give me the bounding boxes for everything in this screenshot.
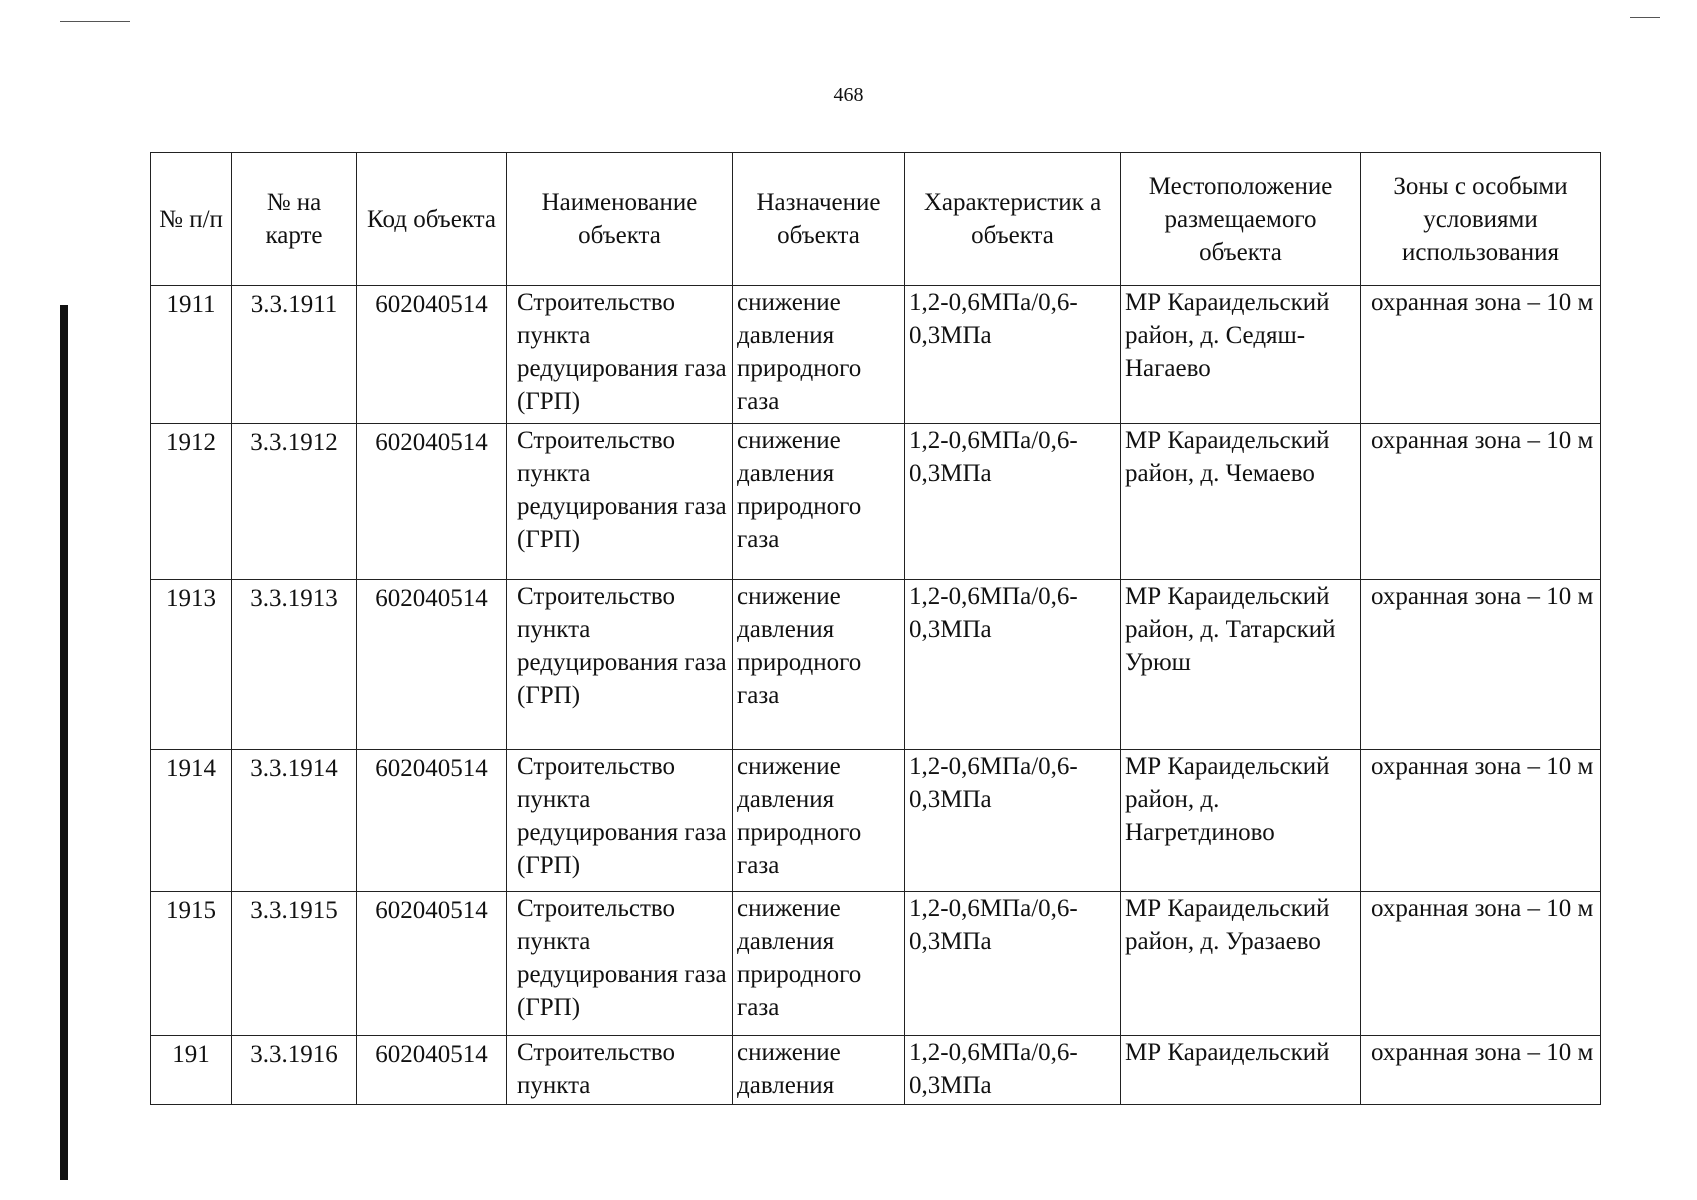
- table-row: [151, 424, 1601, 580]
- cell-object-code: 602040514: [357, 286, 507, 424]
- objects-table: [150, 152, 1601, 1105]
- cell-object-location: МР Караидельский район, д. Нагретдиново: [1121, 750, 1361, 892]
- cell-number: 1914: [151, 750, 232, 892]
- header-cell-object-purpose: Назначение объекта: [733, 153, 905, 286]
- header-cell-object-name: Наименование объекта: [507, 153, 733, 286]
- table-header: [151, 153, 1601, 286]
- header-cell-map-number: № на карте: [232, 153, 357, 286]
- cell-object-code: 602040514: [357, 580, 507, 750]
- cell-map-number: 3.3.1914: [232, 750, 357, 892]
- cell-object-name: Строительство пункта редуцирования газа (ГРП): [507, 892, 733, 1036]
- cell-special-zone: охранная зона – 10 м: [1361, 424, 1601, 580]
- cell-object-characteristic: 1,2-0,6МПа/0,6-0,3МПа: [905, 286, 1121, 424]
- table-row: [151, 286, 1601, 424]
- table-row: [151, 750, 1601, 892]
- cell-object-location: МР Караидельский район, д. Седяш-Нагаево: [1121, 286, 1361, 424]
- scan-binding-shadow: [60, 305, 68, 1180]
- cell-object-code: 602040514: [357, 892, 507, 1036]
- cell-object-purpose: снижение давления природного газа: [733, 750, 905, 892]
- cell-object-purpose: снижение давления: [733, 1036, 905, 1105]
- header-cell-number: № п/п: [151, 153, 232, 286]
- cell-object-characteristic: 1,2-0,6МПа/0,6-0,3МПа: [905, 1036, 1121, 1105]
- cell-map-number: 3.3.1915: [232, 892, 357, 1036]
- scan-edge-line: [1630, 17, 1660, 18]
- cell-object-code: 602040514: [357, 1036, 507, 1105]
- cell-object-location: МР Караидельский район, д. Чемаево: [1121, 424, 1361, 580]
- cell-object-purpose: снижение давления природного газа: [733, 424, 905, 580]
- cell-object-location: МР Караидельский район, д. Уразаево: [1121, 892, 1361, 1036]
- table-row: [151, 892, 1601, 1036]
- cell-object-characteristic: 1,2-0,6МПа/0,6-0,3МПа: [905, 424, 1121, 580]
- cell-object-location: МР Караидельский: [1121, 1036, 1361, 1105]
- cell-object-characteristic: 1,2-0,6МПа/0,6-0,3МПа: [905, 750, 1121, 892]
- cell-object-name: Строительство пункта: [507, 1036, 733, 1105]
- cell-object-name: Строительство пункта редуцирования газа (ГРП): [507, 424, 733, 580]
- header-cell-object-characteristic: Характеристик а объекта: [905, 153, 1121, 286]
- header-cell-object-location: Местоположение размещаемого объекта: [1121, 153, 1361, 286]
- header-cell-special-zones: Зоны с особыми условиями использования: [1361, 153, 1601, 286]
- table-row: [151, 1036, 1601, 1105]
- scan-edge-line: [60, 21, 130, 22]
- page-number: 468: [833, 84, 864, 106]
- cell-number: 1911: [151, 286, 232, 424]
- cell-number: 191: [151, 1036, 232, 1105]
- cell-object-name: Строительство пункта редуцирования газа (ГРП): [507, 750, 733, 892]
- cell-object-purpose: снижение давления природного газа: [733, 286, 905, 424]
- cell-number: 1915: [151, 892, 232, 1036]
- cell-number: 1912: [151, 424, 232, 580]
- cell-special-zone: охранная зона – 10 м: [1361, 286, 1601, 424]
- header-cell-object-code: Код объекта: [357, 153, 507, 286]
- table-row: [151, 580, 1601, 750]
- cell-special-zone: охранная зона – 10 м: [1361, 750, 1601, 892]
- cell-object-purpose: снижение давления природного газа: [733, 580, 905, 750]
- cell-object-characteristic: 1,2-0,6МПа/0,6-0,3МПа: [905, 892, 1121, 1036]
- cell-number: 1913: [151, 580, 232, 750]
- table-body: [151, 286, 1601, 1105]
- cell-special-zone: охранная зона – 10 м: [1361, 1036, 1601, 1105]
- cell-object-code: 602040514: [357, 750, 507, 892]
- cell-special-zone: охранная зона – 10 м: [1361, 580, 1601, 750]
- cell-map-number: 3.3.1912: [232, 424, 357, 580]
- cell-object-purpose: снижение давления природного газа: [733, 892, 905, 1036]
- cell-map-number: 3.3.1916: [232, 1036, 357, 1105]
- cell-object-name: Строительство пункта редуцирования газа (ГРП): [507, 286, 733, 424]
- cell-object-code: 602040514: [357, 424, 507, 580]
- cell-object-location: МР Караидельский район, д. Татарский Урюш: [1121, 580, 1361, 750]
- header-row: [151, 153, 1601, 286]
- cell-map-number: 3.3.1913: [232, 580, 357, 750]
- cell-object-characteristic: 1,2-0,6МПа/0,6-0,3МПа: [905, 580, 1121, 750]
- cell-map-number: 3.3.1911: [232, 286, 357, 424]
- cell-object-name: Строительство пункта редуцирования газа (ГРП): [507, 580, 733, 750]
- cell-special-zone: охранная зона – 10 м: [1361, 892, 1601, 1036]
